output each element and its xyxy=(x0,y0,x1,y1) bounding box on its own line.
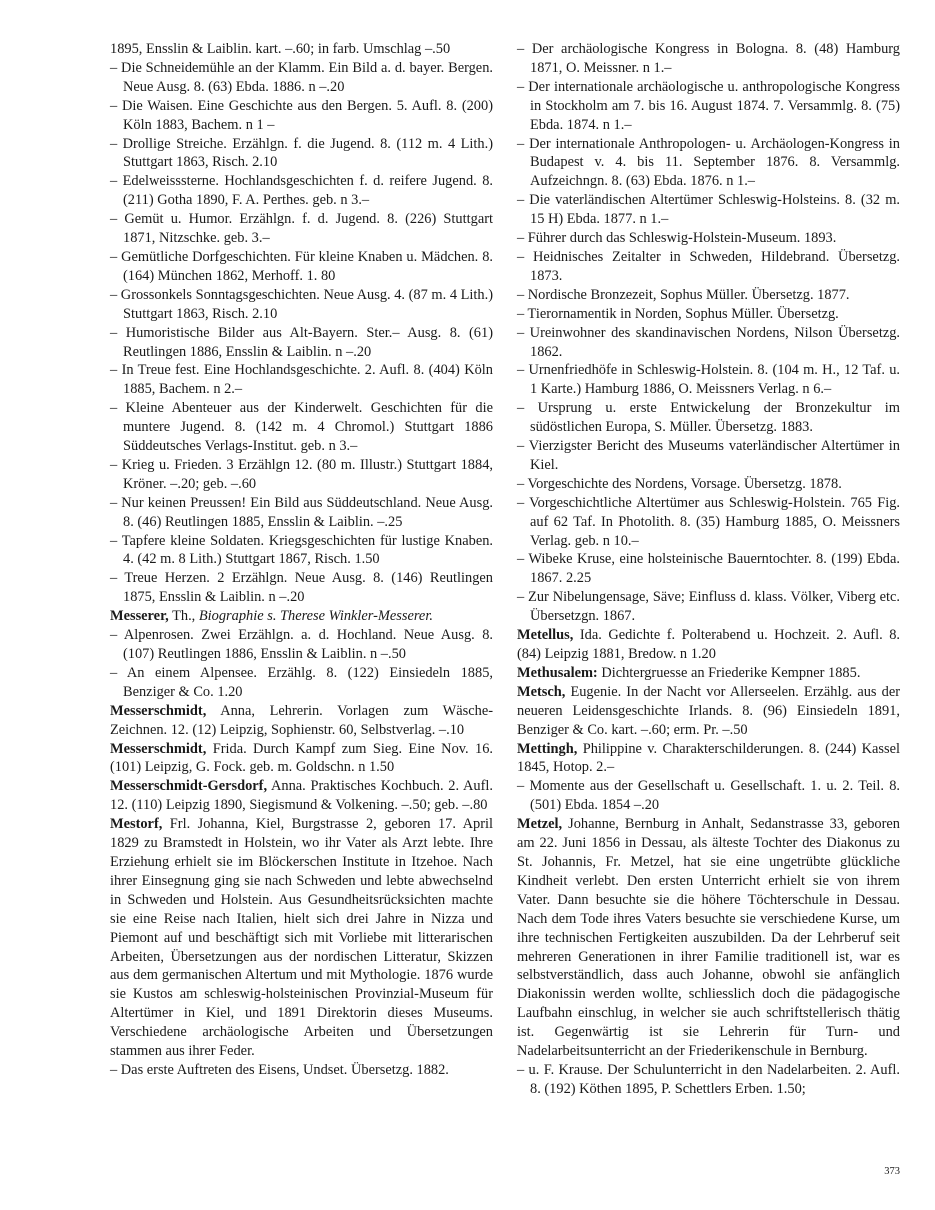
work-entry: – Treue Herzen. 2 Erzählgn. Neue Ausg. 8. (146) Reutlingen 1875, Ensslin & Laiblin. n –.20 xyxy=(110,570,493,606)
work-entry: – Tapfere kleine Soldaten. Kriegsgeschichten für lustige Knaben. 4. (42 m. 8 Lith.) Stuttgart 1867, Risch. 1.50 xyxy=(110,532,493,568)
right-column xyxy=(517,40,900,1099)
author-entry xyxy=(517,815,900,1061)
work-entry: – Vorgeschichtliche Altertümer aus Schleswig-Holstein. 765 Fig. auf 62 Taf. In Photolith. 8. (35) Hamburg 1885, O. Meissners Verlag. geb. n 10.– xyxy=(517,494,900,549)
work-entry: – Die Schneidemühle an der Klamm. Ein Bild a. d. bayer. Bergen. Neue Ausg. 8. (63) Ebda. 1886. n –.20 xyxy=(110,59,493,95)
entry-text: Eugenie. In der Nacht vor Allerseelen. Erzählg. aus der neueren Leidensgeschichte Irlands. 8. (96) Einsiedeln 1891, Benziger & Co. kart. –.60; erm. Pr. –.50 xyxy=(517,683,900,738)
work-entry: – Tierornamentik in Norden, Sophus Müller. Übersetzg. xyxy=(517,305,839,322)
entry-text: Philippine v. Charakterschilderungen. 8. (244) Kassel 1845, Hotop. 2.– xyxy=(517,740,900,776)
entry-text: Dichtergruesse an Friederike Kempner 1885. xyxy=(597,664,861,681)
author-entry xyxy=(110,777,493,815)
work-entry: – Krieg u. Frieden. 3 Erzählgn 12. (80 m. Illustr.) Stuttgart 1884, Kröner. –.20; geb. –.60 xyxy=(110,456,493,492)
work-entry: – Alpenrosen. Zwei Erzählgn. a. d. Hochland. Neue Ausg. 8. (107) Reutlingen 1886, Ensslin & Laiblin. n –.50 xyxy=(110,627,493,662)
work-entry: – Vorgeschichte des Nordens, Vorsage. Übersetzg. 1878. xyxy=(517,475,842,492)
work-entry: – In Treue fest. Eine Hochlandsgeschichte. 2. Aufl. 8. (404) Köln 1885, Bachem. n 2.– xyxy=(110,362,493,398)
left-column xyxy=(110,40,493,1080)
work-entry: – Gemüt u. Humor. Erzählgn. f. d. Jugend. 8. (226) Stuttgart 1871, Nitzschke. geb. 3.– xyxy=(110,211,493,247)
work-entry: – Wibeke Kruse, eine holsteinische Bauerntochter. 8. (199) Ebda. 1867. 2.25 xyxy=(517,551,900,587)
author-name: Messerschmidt, xyxy=(110,740,207,757)
entry-text: Anna. Praktisches Kochbuch. 2. Aufl. 12. (110) Leipzig 1890, Siegismund & Volkening. –.50; geb. –.80 xyxy=(110,778,493,814)
work-entry: – Drollige Streiche. Erzählgn. f. die Jugend. 8. (112 m. 4 Lith.) Stuttgart 1863, Risch. 2.10 xyxy=(110,135,493,171)
author-entry xyxy=(517,626,900,664)
work-entry: – Heidnisches Zeitalter in Schweden, Hildebrand. Übersetzg. 1873. xyxy=(517,248,900,284)
entry-italic-text: Biographie s. Therese Winkler-Messerer. xyxy=(198,608,433,625)
entry-text: Th., xyxy=(168,608,199,625)
work-entry: – Momente aus der Gesellschaft u. Gesellschaft. 1. u. 2. Teil. 8. (501) Ebda. 1854 –.20 xyxy=(517,778,900,814)
work-entry: – Gemütliche Dorfgeschichten. Für kleine Knaben u. Mädchen. 8. (164) München 1862, Merhoff. 1. 80 xyxy=(110,248,493,284)
work-entry: – Die vaterländischen Altertümer Schleswig-Holsteins. 8. (32 m. 15 H) Ebda. 1877. n 1.– xyxy=(517,192,900,228)
entry-text: Johanne, Bernburg in Anhalt, Sedanstrasse 33, geboren am 22. Juni 1856 in Dessau, als älteste Tochter des Diakonus zu St. Johannis, Fr. Metzel, hat sie eine ungetrübte glückliche Kindheit verlebt. Den ersten Unterricht erhielt sie von ihrem Vater. Dann besuchte sie die höhere Töchterschule in Dessau. Nach dem Tode ihres Vaters besuchte sie verschiedene Kurse, um ihre technischen Fertigkeiten auszubilden. Da der Lehrberuf seit mehreren Generationen in ihrer Familie traditionell ist, war es selbstverständlich, dass auch Johanne, obwohl sie anfänglich Diakonissin werden wollte, schliesslich doch die pädagogische Laufbahn einschlug, in welcher sie auch schriftstellerisch thätig ist. Gegenwärtig ist sie Lehrerin für Turn- und Nadelarbeitsunterricht an der Friederikenschule in Bernburg. xyxy=(517,816,900,1060)
work-entry: – Führer durch das Schleswig-Holstein-Museum. 1893. xyxy=(517,230,837,247)
work-entry: – Nur keinen Preussen! Ein Bild aus Süddeutschland. Neue Ausg. 8. (46) Reutlingen 1885, Ensslin & Laiblin. –.25 xyxy=(110,494,493,530)
work-entry: – Kleine Abenteuer aus der Kinderwelt. Geschichten für die muntere Jugend. 8. (142 m. 4 Chromol.) Stuttgart 1886 Süddeutsches Verlags-Institut. geb. n 3.– xyxy=(110,400,493,455)
page-number: 373 xyxy=(884,1166,900,1177)
author-entry xyxy=(517,683,900,740)
author-entry xyxy=(517,664,900,683)
author-name: Messerer, xyxy=(110,608,169,625)
author-name: Messerschmidt-Gersdorf, xyxy=(110,778,268,795)
work-entry: – Der internationale archäologische u. anthropologische Kongress in Stockholm am 7. bis 16. August 1874. 7. Versammlg. 8. (75) Ebda. 1874. n 1.– xyxy=(517,78,900,133)
author-entry xyxy=(110,740,493,778)
entry-text: Frida. Durch Kampf zum Sieg. Eine Nov. 16. (101) Leipzig, G. Fock. geb. m. Goldschn. n 1.50 xyxy=(110,740,493,776)
work-entry: – Ureinwohner des skandinavischen Nordens, Nilson Übersetzg. 1862. xyxy=(517,324,900,360)
author-entry xyxy=(517,740,900,778)
author-entry xyxy=(110,702,493,740)
work-entry: – Der internationale Anthropologen- u. Archäologen-Kongress in Budapest v. 4. bis 11. September 1876. 8. Versammlg. Aufzeichngn. 8. (63) Ebda. 1876. n 1.– xyxy=(517,135,900,190)
work-entry: – Die Waisen. Eine Geschichte aus den Bergen. 5. Aufl. 8. (200) Köln 1883, Bachem. n 1 – xyxy=(110,97,493,133)
author-name: Mestorf, xyxy=(110,816,163,833)
author-name: Metellus, xyxy=(517,627,574,644)
author-name: Metzel, xyxy=(517,816,563,833)
author-name: Methusalem: xyxy=(517,664,598,681)
work-entry: – Humoristische Bilder aus Alt-Bayern. Ster.– Ausg. 8. (61) Reutlingen 1886, Ensslin & Laiblin. n –.20 xyxy=(110,324,493,360)
entry-text: Ida. Gedichte f. Polterabend u. Hochzeit. 2. Aufl. 8. (84) Leipzig 1881, Bredow. n 1.20 xyxy=(517,627,900,662)
work-entry: – Das erste Auftreten des Eisens, Undset. Übersetzg. 1882. xyxy=(110,1061,449,1078)
author-entry xyxy=(110,815,493,1061)
work-entry: – Der archäologische Kongress in Bologna. 8. (48) Hamburg 1871, O. Meissner. n 1.– xyxy=(517,41,900,76)
author-name: Metsch, xyxy=(517,683,566,700)
author-name: Mettingh, xyxy=(517,740,578,757)
work-entry: – Grossonkels Sonntagsgeschichten. Neue Ausg. 4. (87 m. 4 Lith.) Stuttgart 1863, Risch. 2.10 xyxy=(110,286,493,322)
work-entry: – Edelweisssterne. Hochlandsgeschichten f. d. reifere Jugend. 8. (211) Gotha 1890, F. A. Perthes. geb. n 3.– xyxy=(110,173,493,209)
work-entry: – u. F. Krause. Der Schulunterricht in den Nadelarbeiten. 2. Aufl. 8. (192) Köthen 1895, P. Schettlers Erben. 1.50; xyxy=(517,1061,900,1097)
work-entry: – Nordische Bronzezeit, Sophus Müller. Übersetzg. 1877. xyxy=(517,286,850,303)
work-entry: – Ursprung u. erste Entwickelung der Bronzekultur im südöstlichen Europa, S. Müller. Übersetzg. 1883. xyxy=(517,400,900,436)
work-entry: – Vierzigster Bericht des Museums vaterländischer Altertümer in Kiel. xyxy=(517,438,900,473)
entry-text: Frl. Johanna, Kiel, Burgstrasse 2, geboren 17. April 1829 zu Bramstedt in Holstein, wo ihr Vater als Arzt lebte. Ihre Erziehung erhielt sie im Blöckerschen Institute in Itzehoe. Nach ihrer Einsegnung ging sie nach Schweden und lebte abwechselnd in Schweden und Holstein. Aus Gesundheitsrücksichten machte sie eine Reise nach Italien, hielt sich drei Jahre in Nizza und Piemont auf und beschäftigt sich mit Vorliebe mit litterarischen Arbeiten, Übersetzungen aus der nordischen Litteratur, Skizzen aus dem germanischen Altertum und mit Mythologie. 1876 wurde sie Kustos am schleswig-holsteinischen Provinzial-Museum für Altertümer in Kiel, und 1891 Direktorin dieses Museums. Verschiedene archäologische Arbeiten und Übersetzungen stammen aus ihrer Feder. xyxy=(110,816,493,1060)
work-entry: – An einem Alpensee. Erzählg. 8. (122) Einsiedeln 1885, Benziger & Co. 1.20 xyxy=(110,664,493,700)
entry-text: Anna, Lehrerin. Vorlagen zum Wäsche-Zeichnen. 12. (12) Leipzig, Sophienstr. 60, Selbstverlag. –.10 xyxy=(110,702,493,738)
author-entry xyxy=(110,607,493,626)
work-entry: – Zur Nibelungensage, Säve; Einfluss d. klass. Völker, Viberg etc. Übersetzgn. 1867. xyxy=(517,589,900,625)
continued-entry: 1895, Ensslin & Laiblin. kart. –.60; in farb. Umschlag –.50 xyxy=(110,41,451,57)
author-name: Messerschmidt, xyxy=(110,702,207,719)
work-entry: – Urnenfriedhöfe in Schleswig-Holstein. 8. (104 m. H., 12 Taf. u. 1 Karte.) Hamburg 1886, O. Meissners Verlag. n 6.– xyxy=(517,362,900,398)
